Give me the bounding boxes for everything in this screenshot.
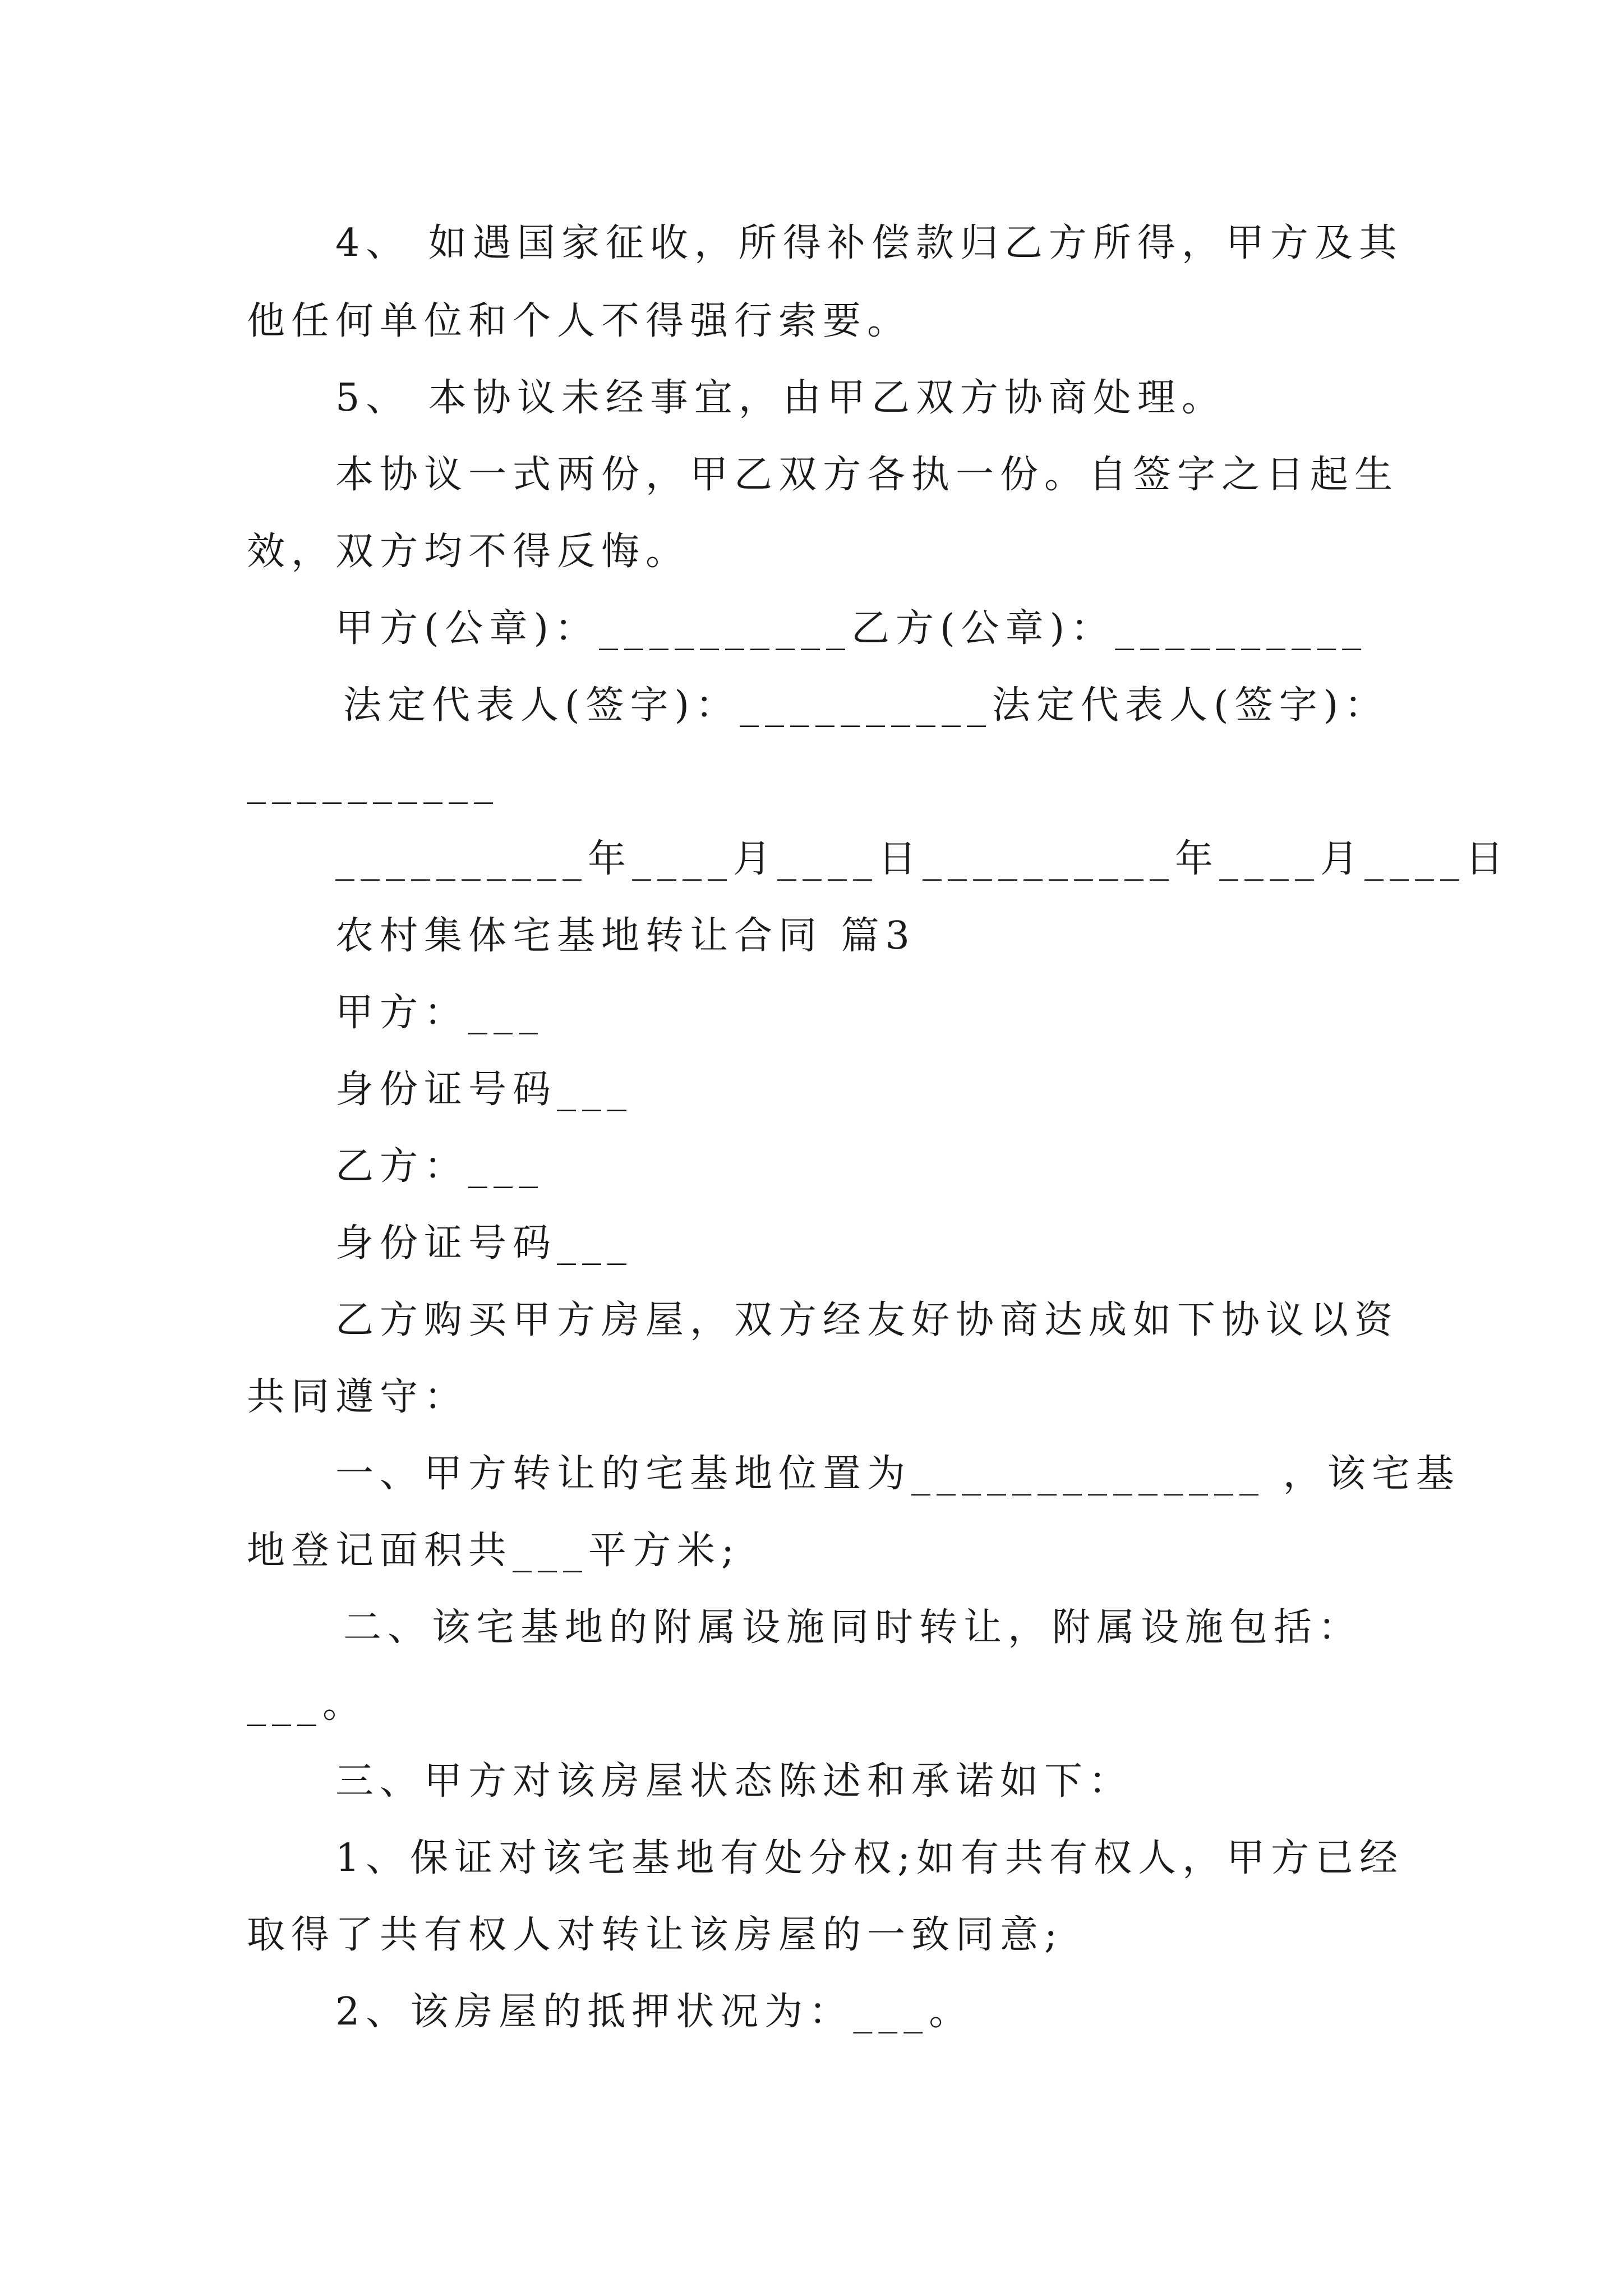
item-2-line: 2、该房屋的抵押状况为：___。: [335, 1990, 974, 2034]
party-seal-line: 甲方(公章)：__________乙方(公章)：__________: [335, 606, 1368, 651]
party-a-line: 甲方：___: [335, 991, 545, 1035]
intro-line-1: 乙方购买甲方房屋，双方经友好协商达成如下协议以资: [335, 1298, 1399, 1342]
copies-line-2: 效，双方均不得反悔。: [247, 530, 690, 574]
article-2-line-2: ___。: [247, 1682, 367, 1727]
clause-4-line-1: 4、 如遇国家征收，所得补偿款归乙方所得，甲方及其: [335, 221, 1403, 265]
party-b-id-line: 身份证号码___: [335, 1221, 633, 1266]
article-1-line-1: 一、甲方转让的宅基地位置为______________ ，该宅基: [335, 1452, 1460, 1496]
copies-line-1: 本协议一式两份，甲乙双方各执一份。自签字之日起生: [335, 453, 1399, 497]
item-1-line-2: 取得了共有权人对转让该房屋的一致同意;: [247, 1913, 1063, 1957]
article-1-line-2: 地登记面积共___平方米;: [247, 1529, 740, 1573]
clause-5: 5、 本协议未经事宜，由甲乙双方协商处理。: [335, 376, 1226, 420]
section-title: 农村集体宅基地转让合同 篇3: [335, 914, 916, 958]
article-3-heading: 三、甲方对该房屋状态陈述和承诺如下：: [335, 1759, 1133, 1803]
legal-rep-line: 法定代表人(签字)：__________法定代表人(签字)：: [343, 683, 1389, 728]
date-line: __________年____月____日__________年____月____日: [335, 837, 1510, 881]
item-1-line-1: 1、保证对该宅基地有处分权;如有共有权人，甲方已经: [335, 1836, 1404, 1880]
clause-4-line-2: 他任何单位和个人不得强行索要。: [247, 299, 912, 343]
intro-line-2: 共同遵守：: [247, 1375, 469, 1419]
party-a-id-line: 身份证号码___: [335, 1068, 633, 1112]
party-b-line: 乙方：___: [335, 1144, 545, 1189]
article-2-line-1: 二、该宅基地的附属设施同时转让，附属设施包括：: [343, 1605, 1363, 1650]
legal-rep-blank: __________: [247, 760, 499, 804]
